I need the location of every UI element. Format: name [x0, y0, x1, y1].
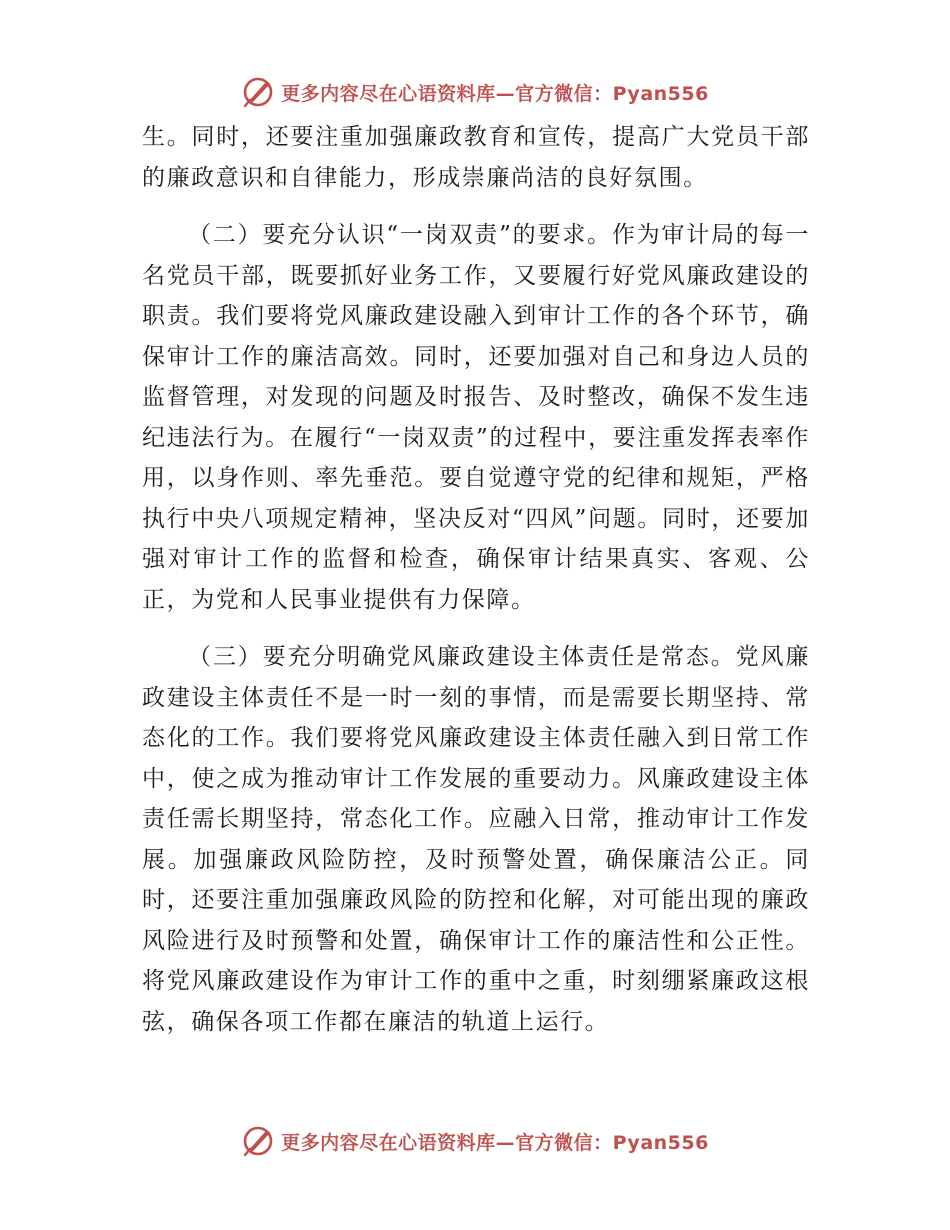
quill-logo-icon — [241, 75, 275, 109]
footer-banner-text: 更多内容尽在心语资料库—官方微信：Pyan556 — [281, 1131, 709, 1154]
header-banner — [0, 72, 950, 112]
paragraph-2: （二）要充分认识“一岗双责”的要求。作为审计局的每一名党员干部，既要抓好业务工作，又要履行好党风廉政建设的职责。我们要将党风廉政建设融入到审计工作的各个环节，确保审计工作的廉洁高效。同时，还要加强对自己和身边人员的监督管理，对发现的问题及时报告、及时整改，确保不发生违纪违法行为。在履行“一岗双责”的过程中，要注重发挥表率作用，以身作则、率先垂范。要自觉遵守党的纪律和规矩，严格执行中央八项规定精神，坚决反对“四风”问题。同时，还要加强对审计工作的监督和检查，确保审计结果真实、客观、公正，为党和人民事业提供有力保障。 — [142, 222, 810, 613]
document-body — [142, 117, 810, 1059]
paragraph-3: （三）要充分明确党风廉政建设主体责任是常态。党风廉政建设主体责任不是一时一刻的事情，而是需要长期坚持、常态化的工作。我们要将党风廉政建设主体责任融入到日常工作中，使之成为推动审计工作发展的重要动力。风廉政建设主体责任需长期坚持，常态化工作。应融入日常，推动审计工作发展。加强廉政风险防控，及时预警处置，确保廉洁公正。同时，还要注重加强廉政风险的防控和化解，对可能出现的廉政风险进行及时预警和处置，确保审计工作的廉洁性和公正性。将党风廉政建设作为审计工作的重中之重，时刻绷紧廉政这根弦，确保各项工作都在廉洁的轨道上运行。 — [142, 644, 810, 1035]
header-banner-text: 更多内容尽在心语资料库—官方微信：Pyan556 — [281, 82, 709, 105]
paragraph-1: 生。同时，还要注重加强廉政教育和宣传，提高广大党员干部的廉政意识和自律能力，形成崇廉尚洁的良好氛围。 — [142, 124, 810, 191]
quill-logo-icon — [241, 1124, 275, 1158]
footer-banner — [0, 1121, 950, 1161]
